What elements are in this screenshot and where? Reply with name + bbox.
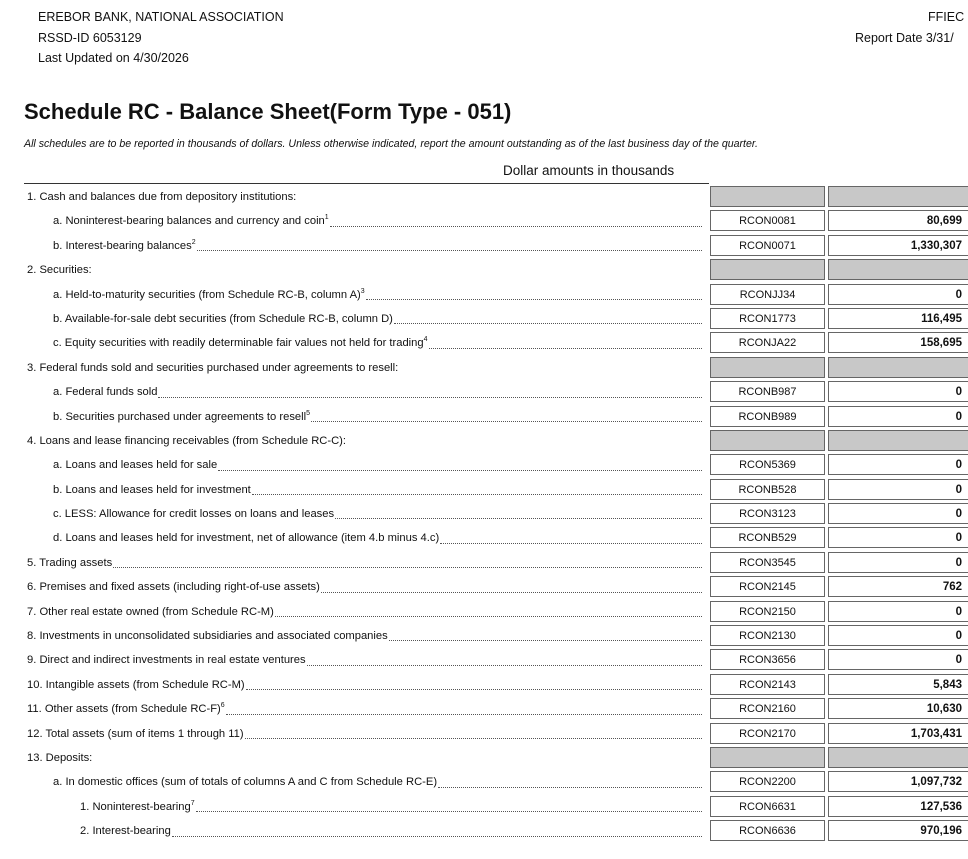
- line-item-text: 2. Interest-bearing: [80, 825, 171, 838]
- header-divider: [24, 183, 709, 184]
- table-row: [0, 234, 968, 258]
- amount-value: 0: [955, 654, 962, 667]
- table-row: [0, 526, 968, 550]
- mdrm-code-cell: RCONB528: [710, 479, 825, 500]
- dot-leader: [311, 420, 702, 422]
- dot-leader: [366, 298, 702, 300]
- amount-cell: [828, 406, 968, 427]
- footnote-marker: 2: [191, 238, 196, 246]
- row-label-text: [53, 453, 217, 477]
- line-item-text: c. Equity securities with readily determinable fair values not held for trading: [53, 337, 424, 350]
- row-label-text: [27, 648, 306, 672]
- row-label: [53, 283, 704, 307]
- row-label: [27, 673, 704, 697]
- amount-cell: [828, 454, 968, 475]
- row-label-text: [27, 746, 92, 770]
- mdrm-code-cell: RCON1773: [710, 308, 825, 329]
- line-item-text: 4. Loans and lease financing receivables (from Schedule RC-C):: [27, 434, 347, 447]
- footnote-marker: 6: [220, 702, 225, 710]
- amount-cell: [828, 503, 968, 524]
- mdrm-code-cell: RCON6636: [710, 820, 825, 841]
- row-label: [27, 185, 704, 209]
- amount-value: 1,097,732: [910, 776, 962, 789]
- line-item-text: a. Loans and leases held for sale: [53, 459, 218, 472]
- line-item-text: a. In domestic offices (sum of totals of columns A and C from Schedule RC-E): [53, 776, 438, 789]
- page-title: Schedule RC - Balance Sheet(Form Type - 051): [24, 99, 512, 124]
- row-label: [53, 478, 704, 502]
- mdrm-code-cell: [710, 259, 825, 280]
- amount-cell: [828, 625, 968, 646]
- row-label: [53, 234, 704, 258]
- mdrm-code-cell: [710, 430, 825, 451]
- amount-value: 0: [955, 288, 962, 301]
- line-item-text: b. Loans and leases held for investment: [53, 483, 251, 496]
- amount-value: 10,630: [926, 703, 962, 716]
- line-item-text: d. Loans and leases held for investment, net of allowance (item 4.b minus 4.c): [53, 532, 440, 545]
- row-label: [53, 526, 704, 550]
- mdrm-code-cell: RCON2170: [710, 723, 825, 744]
- amount-value: 970,196: [920, 825, 962, 838]
- line-item-text: b. Available-for-sale debt securities (from Schedule RC-B, column D): [53, 312, 393, 325]
- mdrm-code-cell: RCONB989: [710, 406, 825, 427]
- row-label: [27, 258, 704, 282]
- line-item-text: a. Federal funds sold: [53, 386, 158, 399]
- amount-cell: [828, 186, 968, 207]
- line-item-text: 10. Intangible assets (from Schedule RC-M): [27, 678, 245, 691]
- units-label: Dollar amounts in thousands: [503, 163, 675, 178]
- table-row: [0, 624, 968, 648]
- amount-cell: [828, 771, 968, 792]
- table-row: [0, 453, 968, 477]
- row-label: [53, 331, 704, 355]
- amount-cell: [828, 259, 968, 280]
- row-label: [27, 600, 704, 624]
- line-item-text: 13. Deposits:: [27, 751, 93, 764]
- dot-leader: [307, 664, 702, 666]
- mdrm-code-cell: RCONB529: [710, 527, 825, 548]
- table-row: [0, 405, 968, 429]
- row-label-text: [53, 307, 393, 331]
- line-item-text: 5. Trading assets: [27, 556, 113, 569]
- row-label: [53, 380, 704, 404]
- row-label: [27, 429, 704, 453]
- mdrm-code-cell: RCON2150: [710, 601, 825, 622]
- institution-header: [38, 7, 284, 69]
- row-label-text: [27, 356, 398, 380]
- table-row: [0, 307, 968, 331]
- row-label-text: [80, 795, 195, 819]
- row-label-text: [27, 551, 112, 575]
- row-label-text: [53, 380, 157, 404]
- dot-leader: [389, 639, 702, 641]
- row-label-text: [27, 673, 245, 697]
- amount-cell: [828, 674, 968, 695]
- report-date: Report Date 3/31/: [855, 30, 954, 45]
- dot-leader: [275, 615, 702, 617]
- table-row: [0, 356, 968, 380]
- table-row: [0, 746, 968, 770]
- amount-value: 127,536: [920, 800, 962, 813]
- table-row: [0, 478, 968, 502]
- line-item-text: 1. Cash and balances due from depository institutions:: [27, 191, 297, 203]
- row-label: [27, 575, 704, 599]
- dot-leader: [429, 347, 702, 349]
- table-row: [0, 575, 968, 599]
- dot-leader: [252, 493, 702, 495]
- row-label-text: [53, 331, 428, 355]
- row-label: [27, 648, 704, 672]
- mdrm-code-cell: RCONJJ34: [710, 284, 825, 305]
- dot-leader: [218, 469, 702, 471]
- mdrm-code-cell: RCON3123: [710, 503, 825, 524]
- line-item-text: b. Securities purchased under agreements to resell: [53, 410, 307, 423]
- table-row: [0, 331, 968, 355]
- line-item-text: 6. Premises and fixed assets (including right-of-use assets): [27, 581, 320, 594]
- footnote-marker: 4: [423, 336, 428, 344]
- amount-cell: [828, 576, 968, 597]
- table-row: [0, 258, 968, 282]
- table-row: [0, 648, 968, 672]
- dot-leader: [172, 835, 702, 837]
- amount-cell: [828, 284, 968, 305]
- line-item-text: b. Interest-bearing balances: [53, 239, 192, 252]
- amount-cell: [828, 332, 968, 353]
- dot-leader: [158, 396, 702, 398]
- footnote-marker: 7: [190, 799, 195, 807]
- amount-value: 0: [955, 508, 962, 521]
- amount-value: 1,330,307: [910, 239, 962, 252]
- row-label: [27, 356, 704, 380]
- amount-cell: [828, 235, 968, 256]
- mdrm-code-cell: RCON5369: [710, 454, 825, 475]
- table-row: [0, 551, 968, 575]
- table-row: [0, 380, 968, 404]
- row-label-text: [53, 283, 365, 307]
- line-item-text: 7. Other real estate owned (from Schedule RC-M): [27, 605, 274, 618]
- row-label: [80, 819, 704, 843]
- line-item-text: 12. Total assets (sum of items 1 through 11): [27, 727, 244, 740]
- line-item-text: 11. Other assets (from Schedule RC-F): [27, 703, 221, 716]
- agency-label: FFIEC: [928, 10, 965, 24]
- amount-cell: [828, 430, 968, 451]
- dot-leader: [113, 566, 702, 568]
- row-label: [53, 405, 704, 429]
- row-label: [53, 209, 704, 233]
- mdrm-code-cell: RCONJA22: [710, 332, 825, 353]
- line-item-text: 8. Investments in unconsolidated subsidiaries and associated companies: [27, 630, 388, 643]
- row-label-text: [53, 234, 196, 258]
- line-item-text: a. Held-to-maturity securities (from Schedule RC-B, column A): [53, 288, 361, 301]
- mdrm-code-cell: RCON0081: [710, 210, 825, 231]
- row-label: [27, 697, 704, 721]
- dot-leader: [226, 713, 702, 715]
- mdrm-code-cell: [710, 357, 825, 378]
- table-row: [0, 429, 968, 453]
- amount-cell: [828, 723, 968, 744]
- dot-leader: [246, 688, 702, 690]
- footnote-marker: 1: [324, 214, 329, 222]
- row-label: [27, 551, 704, 575]
- mdrm-code-cell: RCONB987: [710, 381, 825, 402]
- amount-value: 0: [955, 532, 962, 545]
- amount-cell: [828, 479, 968, 500]
- line-item-text: a. Noninterest-bearing balances and currency and coin: [53, 215, 325, 228]
- table-row: [0, 502, 968, 526]
- amount-cell: [828, 601, 968, 622]
- row-label-text: [27, 624, 388, 648]
- row-label-text: [27, 600, 274, 624]
- line-item-text: c. LESS: Allowance for credit losses on loans and leases: [53, 508, 335, 521]
- row-label-text: [53, 405, 310, 429]
- amount-value: 1,703,431: [910, 727, 962, 740]
- dot-leader: [394, 322, 702, 324]
- dot-leader: [335, 517, 702, 519]
- amount-value: 116,495: [921, 312, 962, 325]
- table-row: [0, 795, 968, 819]
- amount-cell: [828, 552, 968, 573]
- amount-cell: [828, 820, 968, 841]
- mdrm-code-cell: RCON3656: [710, 649, 825, 670]
- dot-leader: [197, 249, 702, 251]
- amount-value: 5,843: [933, 678, 962, 691]
- dot-leader: [330, 225, 702, 227]
- row-label: [80, 795, 704, 819]
- table-row: [0, 819, 968, 843]
- row-label-text: [53, 526, 439, 550]
- row-label-text: [80, 819, 171, 843]
- amount-value: 0: [955, 459, 962, 472]
- amount-cell: [828, 308, 968, 329]
- amount-value: 762: [942, 581, 962, 594]
- dot-leader: [245, 737, 702, 739]
- row-label-text: [27, 258, 92, 282]
- mdrm-code-cell: RCON2130: [710, 625, 825, 646]
- mdrm-code-cell: RCON0071: [710, 235, 825, 256]
- line-item-text: 1. Noninterest-bearing: [80, 800, 191, 813]
- mdrm-code-cell: RCON3545: [710, 552, 825, 573]
- table-row: [0, 600, 968, 624]
- amount-value: 0: [955, 605, 962, 618]
- table-row: [0, 697, 968, 721]
- dot-leader: [438, 786, 702, 788]
- row-label-text: [27, 575, 320, 599]
- mdrm-code-cell: [710, 747, 825, 768]
- dot-leader: [196, 810, 702, 812]
- line-item-text: 9. Direct and indirect investments in real estate ventures: [27, 654, 306, 667]
- amount-value: 0: [955, 630, 962, 643]
- amount-cell: [828, 381, 968, 402]
- row-label-text: [53, 478, 251, 502]
- table-row: [0, 770, 968, 794]
- bank-name: EREBOR BANK, NATIONAL ASSOCIATION: [38, 10, 284, 24]
- amount-value: 0: [955, 483, 962, 496]
- row-label-text: [27, 429, 346, 453]
- amount-cell: [828, 747, 968, 768]
- row-label: [53, 770, 704, 794]
- mdrm-code-cell: RCON6631: [710, 796, 825, 817]
- footnote-marker: 3: [360, 287, 365, 295]
- mdrm-code-cell: RCON2200: [710, 771, 825, 792]
- amount-value: 0: [955, 386, 962, 399]
- row-label-text: [27, 185, 296, 209]
- amount-value: 0: [955, 556, 962, 569]
- mdrm-code-cell: RCON2143: [710, 674, 825, 695]
- row-label-text: [53, 770, 437, 794]
- line-item-text: 3. Federal funds sold and securities purchased under agreements to resell:: [27, 361, 399, 374]
- balance-sheet-table: [0, 185, 968, 844]
- mdrm-code-cell: [710, 186, 825, 207]
- row-label: [27, 624, 704, 648]
- amount-cell: [828, 357, 968, 378]
- table-row: [0, 722, 968, 746]
- row-label-text: [53, 502, 334, 526]
- dot-leader: [321, 591, 702, 593]
- row-label: [53, 453, 704, 477]
- row-label: [27, 746, 704, 770]
- row-label: [27, 722, 704, 746]
- amount-cell: [828, 796, 968, 817]
- row-label-text: [53, 209, 329, 233]
- reporting-note: All schedules are to be reported in thousands of dollars. Unless otherwise indicated, report the amount outstanding as of the last business day of the quarter.: [24, 138, 758, 150]
- amount-cell: [828, 210, 968, 231]
- amount-value: 80,699: [926, 215, 962, 228]
- dot-leader: [440, 542, 702, 544]
- footnote-marker: 5: [306, 409, 311, 417]
- row-label-text: [27, 697, 225, 721]
- amount-cell: [828, 649, 968, 670]
- table-row: [0, 283, 968, 307]
- table-row: [0, 185, 968, 209]
- mdrm-code-cell: RCON2160: [710, 698, 825, 719]
- table-row: [0, 209, 968, 233]
- line-item-text: 2. Securities:: [27, 264, 92, 277]
- amount-cell: [828, 527, 968, 548]
- row-label: [53, 502, 704, 526]
- last-updated: Last Updated on 4/30/2026: [38, 51, 189, 65]
- rssd-id: RSSD-ID 6053129: [38, 30, 142, 45]
- row-label: [53, 307, 704, 331]
- amount-value: 0: [955, 410, 962, 423]
- amount-cell: [828, 698, 968, 719]
- amount-value: 158,695: [920, 337, 962, 350]
- mdrm-code-cell: RCON2145: [710, 576, 825, 597]
- table-row: [0, 673, 968, 697]
- report-header: [855, 7, 968, 48]
- row-label-text: [27, 722, 244, 746]
